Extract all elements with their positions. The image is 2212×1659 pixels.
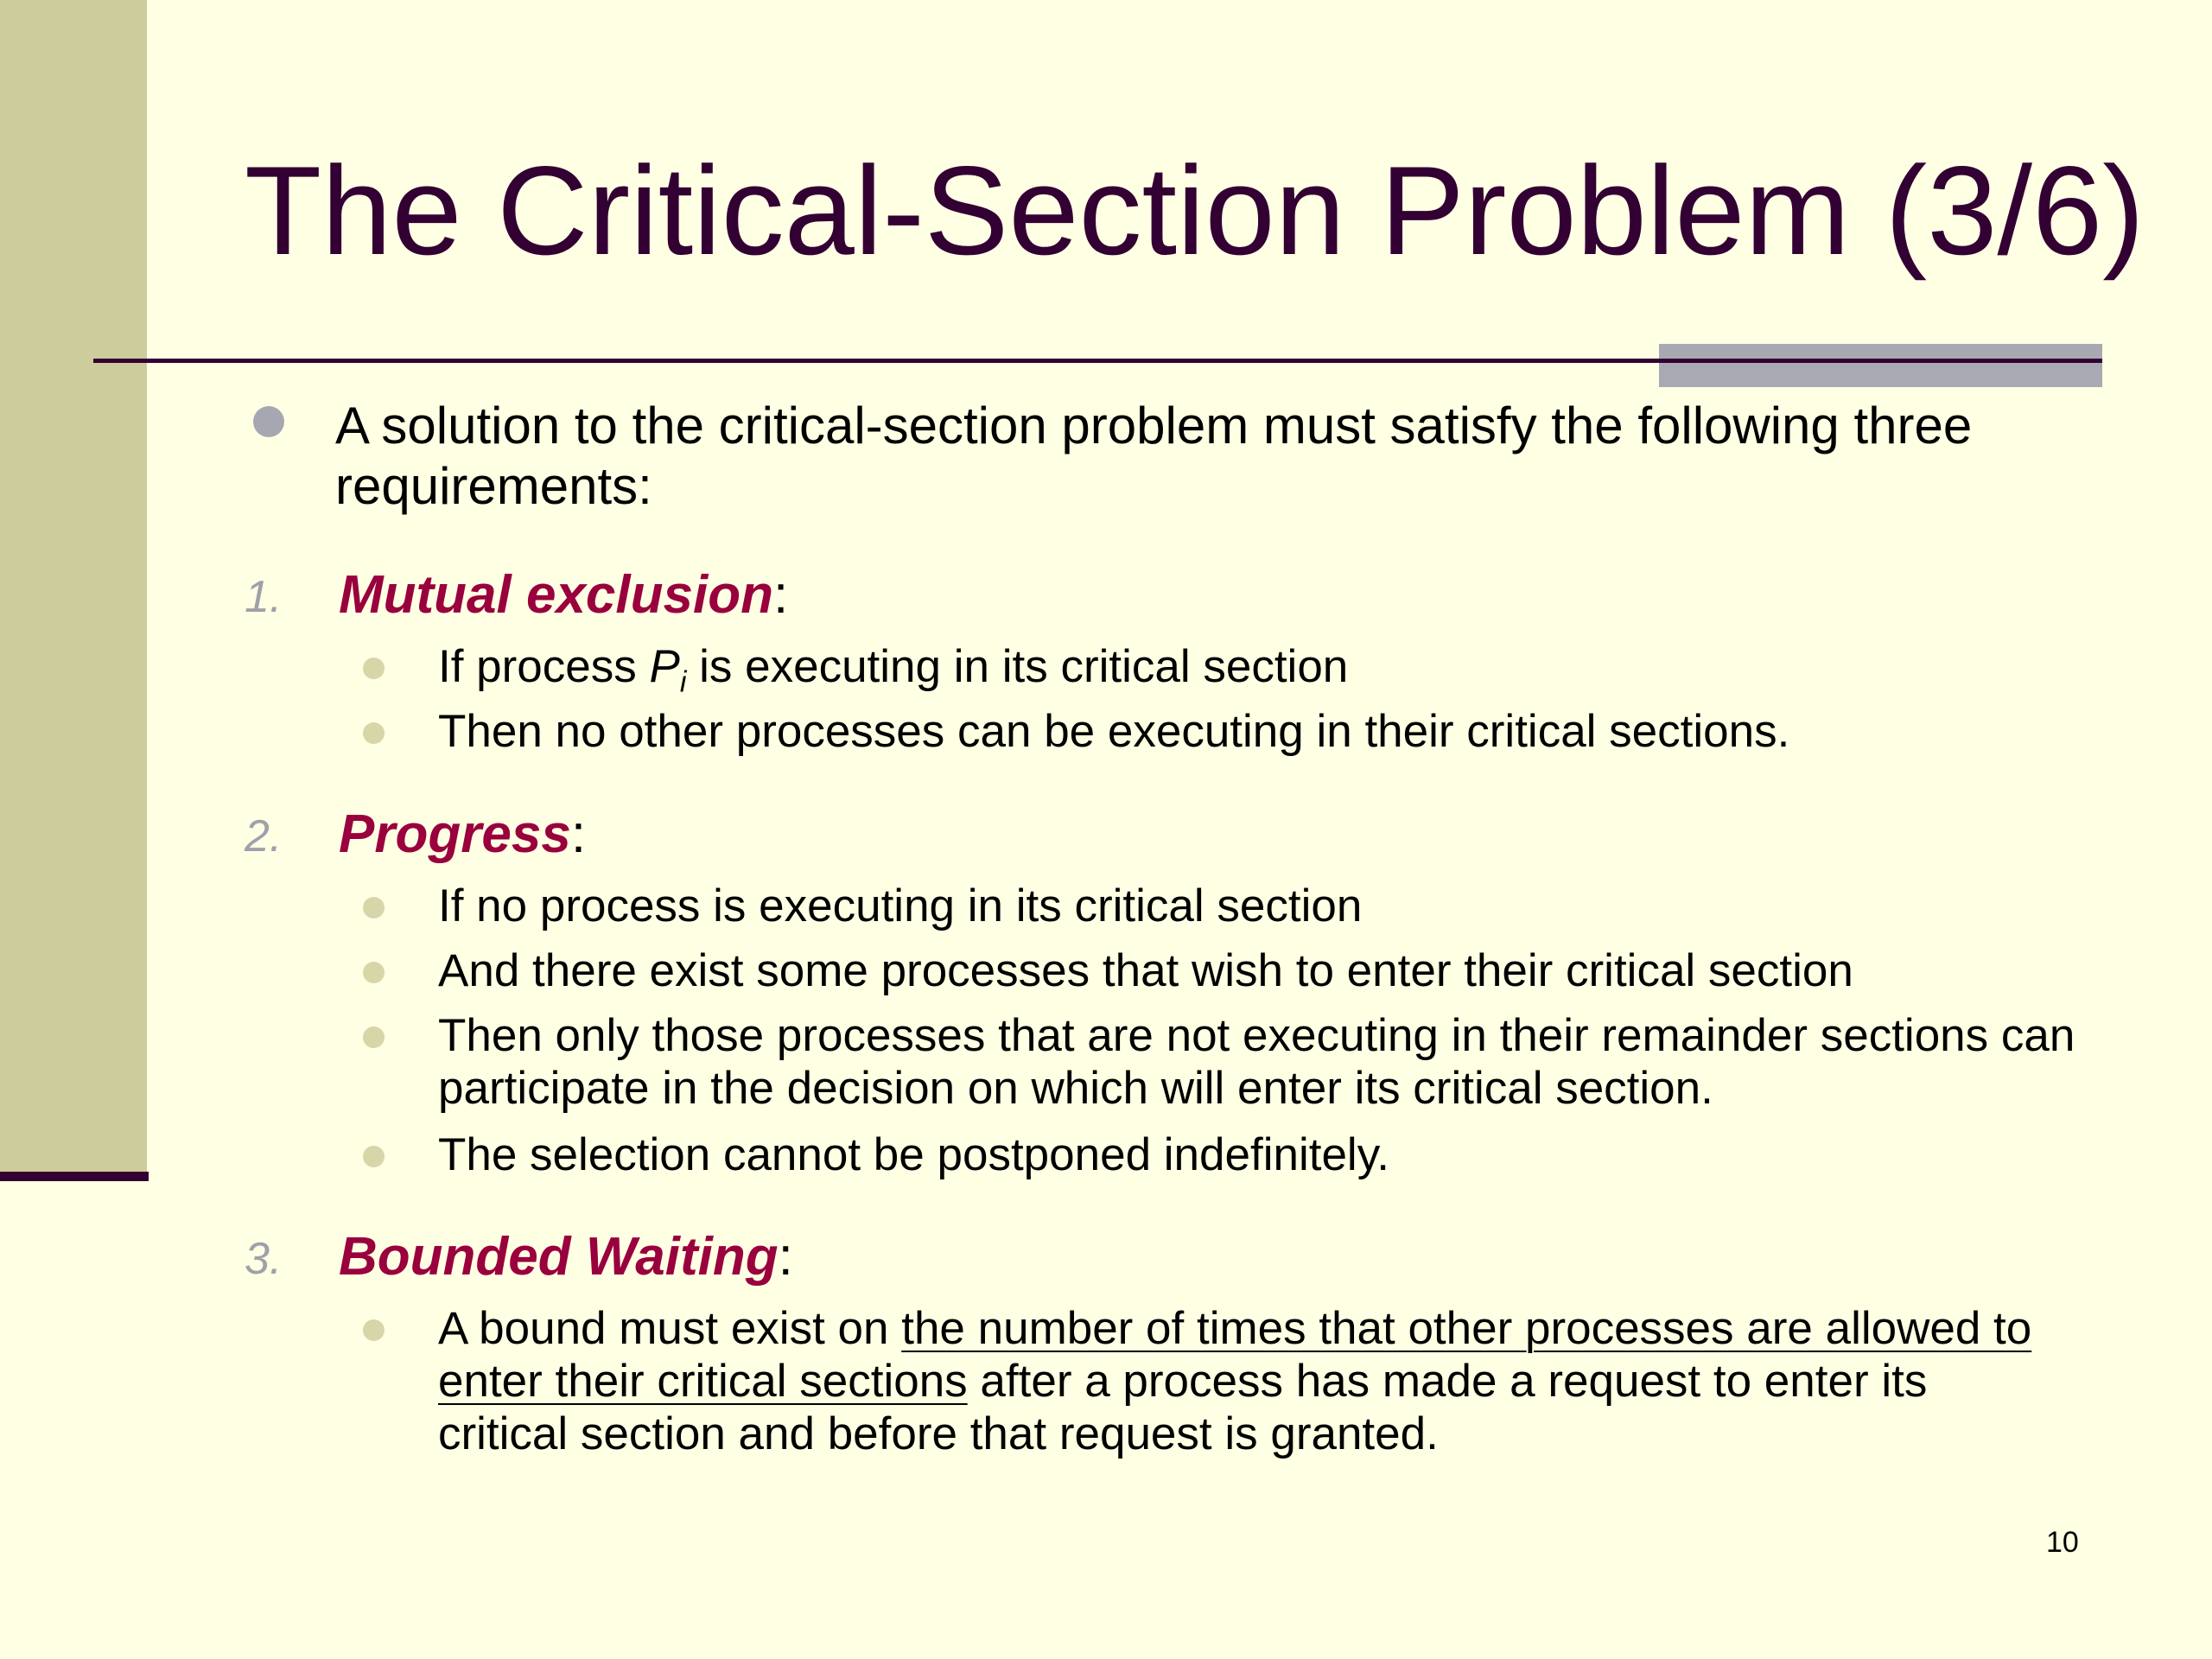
slide-title: The Critical-Section Problem (3/6): [245, 140, 2145, 281]
item-text-end: is executing in its critical section: [686, 641, 1349, 692]
requirement-colon: :: [778, 1227, 793, 1287]
item-text: [438, 1302, 2054, 1460]
requirement-title: Mutual exclusion: [339, 565, 773, 625]
item-text: Then only those processes that are not executing in their remainder sections can participate in the decision on which will enter its critical section.: [438, 1010, 2075, 1114]
requirement-title: Bounded Waiting: [339, 1227, 779, 1287]
item-text: [438, 640, 2123, 709]
item-text: If no process is executing in its critical section: [438, 880, 1363, 931]
bullet-icon: [363, 962, 385, 983]
item-text-start: If process: [438, 641, 650, 692]
requirement-number: 2.: [245, 811, 283, 861]
requirement-heading: [339, 561, 788, 630]
item-text: And there exist some processes that wish to enter their critical section: [438, 945, 1853, 996]
bullet-icon: [363, 1027, 385, 1048]
requirement-number: 3.: [245, 1234, 283, 1284]
page-number: 10: [2046, 1526, 2079, 1559]
underlined-phrase: the number of times that other processes are allowed to enter their critical sections: [438, 1303, 2032, 1407]
requirement-heading: [339, 800, 586, 869]
item-text: The selection cannot be postponed indefinitely.: [438, 1129, 1389, 1180]
bullet-icon: [363, 1146, 385, 1167]
requirement-colon: :: [570, 804, 587, 864]
process-variable: P: [649, 641, 680, 692]
process-subscript: i: [679, 665, 687, 699]
item-text-start: A bound must exist on: [438, 1303, 902, 1354]
bullet-icon: [253, 406, 284, 437]
bullet-icon: [363, 722, 385, 744]
item-text-end: after a process has made a request to enter its critical section and before that request is granted.: [438, 1356, 1928, 1459]
requirement-title: Progress: [339, 804, 571, 864]
item-text: Then no other processes can be executing in their critical sections.: [438, 706, 1790, 757]
bullet-icon: [363, 1319, 385, 1341]
bullet-icon: [363, 897, 385, 918]
requirement-heading: [339, 1223, 793, 1292]
bullet-icon: [363, 658, 385, 679]
requirement-number: 1.: [245, 572, 283, 622]
requirement-colon: :: [772, 565, 789, 625]
intro-text: A solution to the critical-section problem must satisfy the following three requirements:: [335, 397, 1973, 515]
